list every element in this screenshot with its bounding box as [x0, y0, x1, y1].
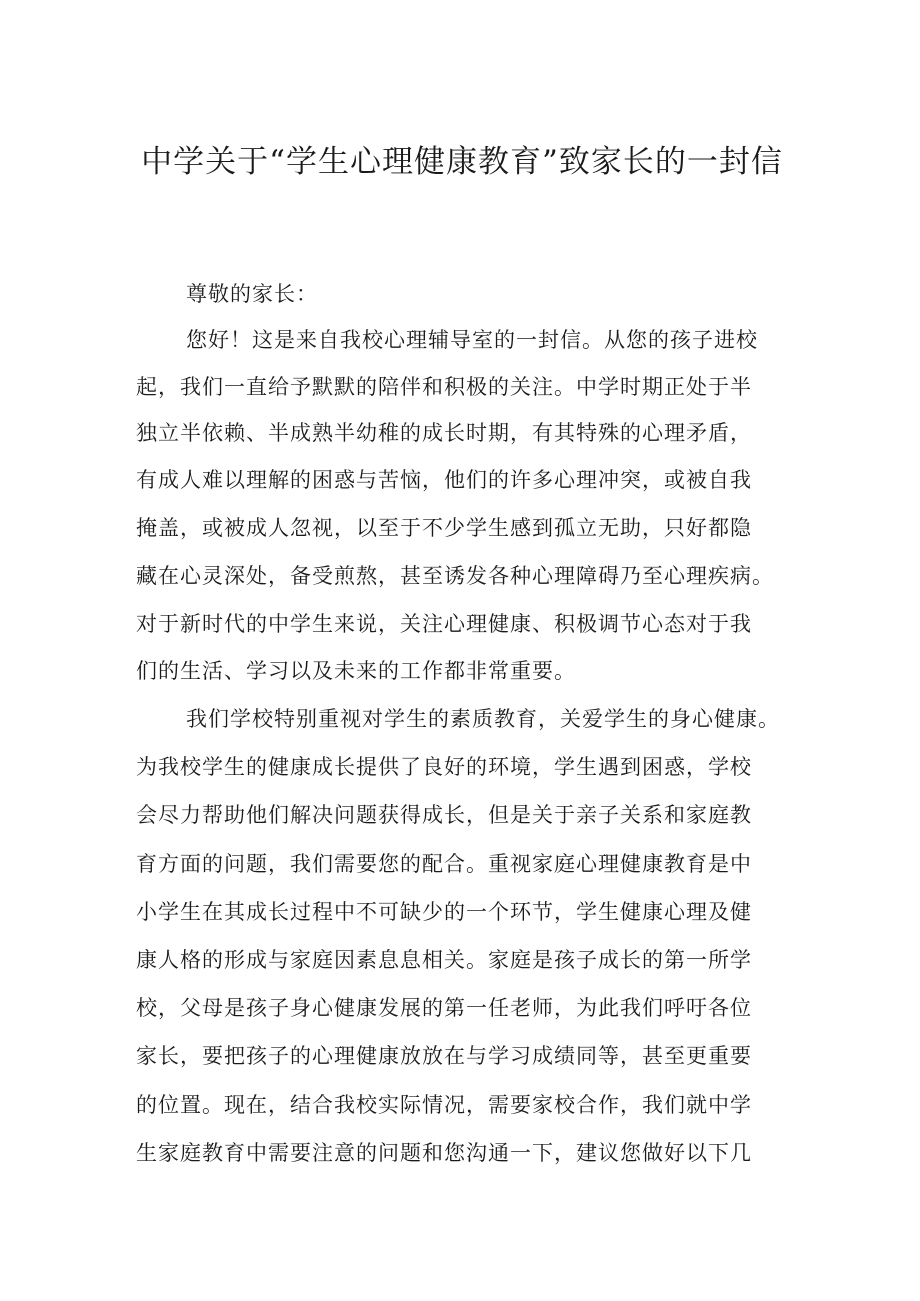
text-line: 康人格的形成与家庭因素息息相关。家庭是孩子成长的第一所学 [136, 948, 752, 972]
text-line: 独立半依赖、半成熟半幼稚的成长时期，有其特殊的心理矛盾， [136, 421, 752, 445]
text-line: 育方面的问题，我们需要您的配合。重视家庭心理健康教育是中 [136, 852, 752, 876]
document-title: 中学关于“学生心理健康教育”致家长的一封信 [141, 144, 783, 180]
text-line: 家长，要把孩子的心理健康放放在与学习成绩同等，甚至更重要 [136, 1044, 752, 1068]
text-line: 校，父母是孩子身心健康发展的第一任老师，为此我们呼吁各位 [136, 996, 752, 1020]
text-line: 小学生在其成长过程中不可缺少的一个环节，学生健康心理及健 [136, 900, 752, 924]
text-line: 掩盖，或被成人忽视，以至于不少学生感到孤立无助，只好都隐 [136, 516, 752, 540]
text-line: 对于新时代的中学生来说，关注心理健康、积极调节心态对于我 [136, 612, 752, 636]
text-line: 藏在心灵深处，备受煎熬，甚至诱发各种心理障碍乃至心理疾病。 [136, 564, 774, 588]
text-line: 会尽力帮助他们解决问题获得成长，但是关于亲子关系和家庭教 [136, 803, 752, 827]
text-line: 生家庭教育中需要注意的问题和您沟通一下，建议您做好以下几 [136, 1141, 752, 1165]
text-line: 的位置。现在，结合我校实际情况，需要家校合作，我们就中学 [136, 1093, 752, 1117]
text-line: 我们学校特别重视对学生的素质教育，关爱学生的身心健康。 [186, 707, 780, 731]
salutation: 尊敬的家长： [186, 282, 318, 306]
text-line: 们的生活、学习以及未来的工作都非常重要。 [136, 659, 576, 683]
text-line: 您好！这是来自我校心理辅导室的一封信。从您的孩子进校 [186, 328, 758, 352]
text-line: 有成人难以理解的困惑与苦恼，他们的许多心理冲突，或被自我 [136, 468, 752, 492]
text-line: 起，我们一直给予默默的陪伴和积极的关注。中学时期正处于半 [136, 375, 752, 399]
text-line: 为我校学生的健康成长提供了良好的环境，学生遇到困惑，学校 [136, 755, 752, 779]
